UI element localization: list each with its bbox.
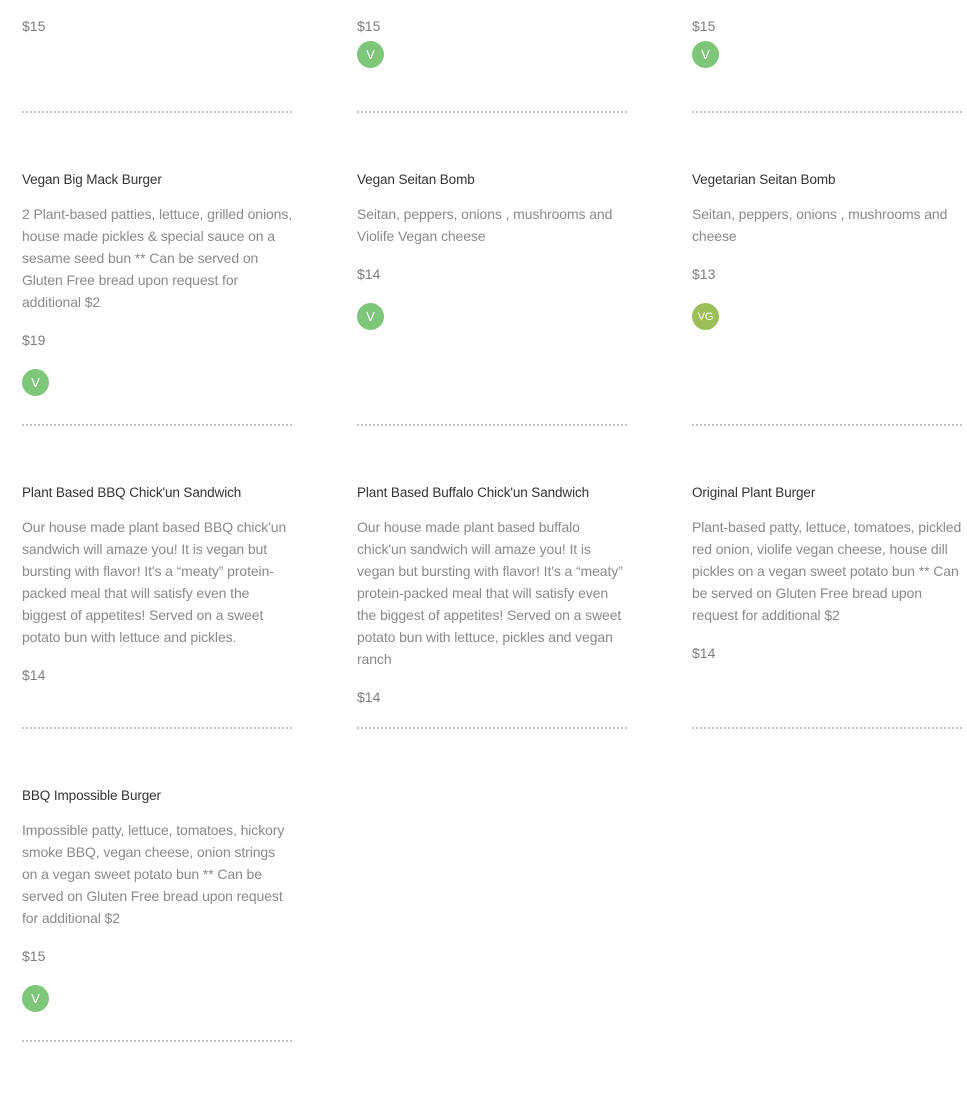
menu-item[interactable] [692,171,964,330]
menu-item[interactable] [357,484,629,706]
menu-item-price: $15 [357,18,381,34]
vegan-badge-icon: V [357,41,384,68]
menu-item-description: Seitan, peppers, onions , mushrooms and cheese [692,206,948,244]
menu-item-title: Original Plant Burger [692,485,816,500]
menu-item-description: Our house made plant based buffalo chick'un sandwich will amaze you! It is vegan but bursting with flavor! It's a “meaty” protein-packed meal that will satisfy even the biggest of appetites! Served on a sweet potato bun with lettuce, pickles and vegan ranch [357,519,623,667]
menu-item-price: $14 [692,645,716,661]
vegetarian-badge-icon: VG [692,303,719,330]
menu-item-price: $14 [357,266,381,282]
menu-item-title: BBQ Impossible Burger [22,788,161,803]
menu-item-title: Plant Based Buffalo Chick'un Sandwich [357,485,590,500]
menu-item-description: Seitan, peppers, onions , mushrooms and Violife Vegan cheese [357,206,613,244]
menu-divider [692,727,962,729]
menu-item-description: Our house made plant based BBQ chick'un sandwich will amaze you! It is vegan but bursting with flavor! It's a “meaty” protein-packed meal that will satisfy even the biggest of appetites! Served on a sweet potato bun with lettuce and pickles. [22,519,287,645]
menu-divider [357,111,627,113]
menu-item-description: Plant-based patty, lettuce, tomatoes, pickled red onion, violife vegan cheese, house dill pickles on a vegan sweet potato bun ** Can be served on Gluten Free bread upon request for additional $2 [692,519,962,623]
menu-item-title: Vegan Big Mack Burger [22,172,162,187]
menu-divider [22,424,292,426]
menu-item[interactable] [22,484,294,684]
menu-divider [22,1040,292,1042]
vegan-badge-icon: V [22,369,49,396]
menu-item[interactable] [22,171,294,396]
menu-item[interactable] [692,484,962,662]
menu-divider [357,424,627,426]
menu-divider [692,111,962,113]
menu-item-description: 2 Plant-based patties, lettuce, grilled onions, house made pickles & special sauce on a sesame seed bun ** Can be served on Gluten Free bread upon request for additional $2 [22,206,293,310]
menu-divider [22,727,292,729]
menu-item-price: $15 [22,18,46,34]
menu-divider [692,424,962,426]
vegan-badge-icon: V [22,985,49,1012]
menu-item-title: Plant Based BBQ Chick'un Sandwich [22,485,242,500]
menu-item-title: Vegetarian Seitan Bomb [692,172,836,187]
menu-item-price: $13 [692,266,716,282]
menu-divider [357,727,627,729]
menu-item[interactable] [357,171,629,330]
menu-item-price: $15 [22,948,46,964]
menu-item[interactable] [22,787,294,1012]
menu-item-price: $19 [22,332,46,348]
vegan-badge-icon: V [692,41,719,68]
menu-item-price: $14 [357,689,381,705]
menu-item-description: Impossible patty, lettuce, tomatoes, hickory smoke BBQ, vegan cheese, onion strings on a vegan sweet potato bun ** Can be served on Gluten Free bread upon request for additional $2 [22,822,285,926]
menu-divider [22,111,292,113]
menu-item-price: $14 [22,667,46,683]
vegan-badge-icon: V [357,303,384,330]
menu-item-title: Vegan Seitan Bomb [357,172,475,187]
menu-item-price: $15 [692,18,716,34]
